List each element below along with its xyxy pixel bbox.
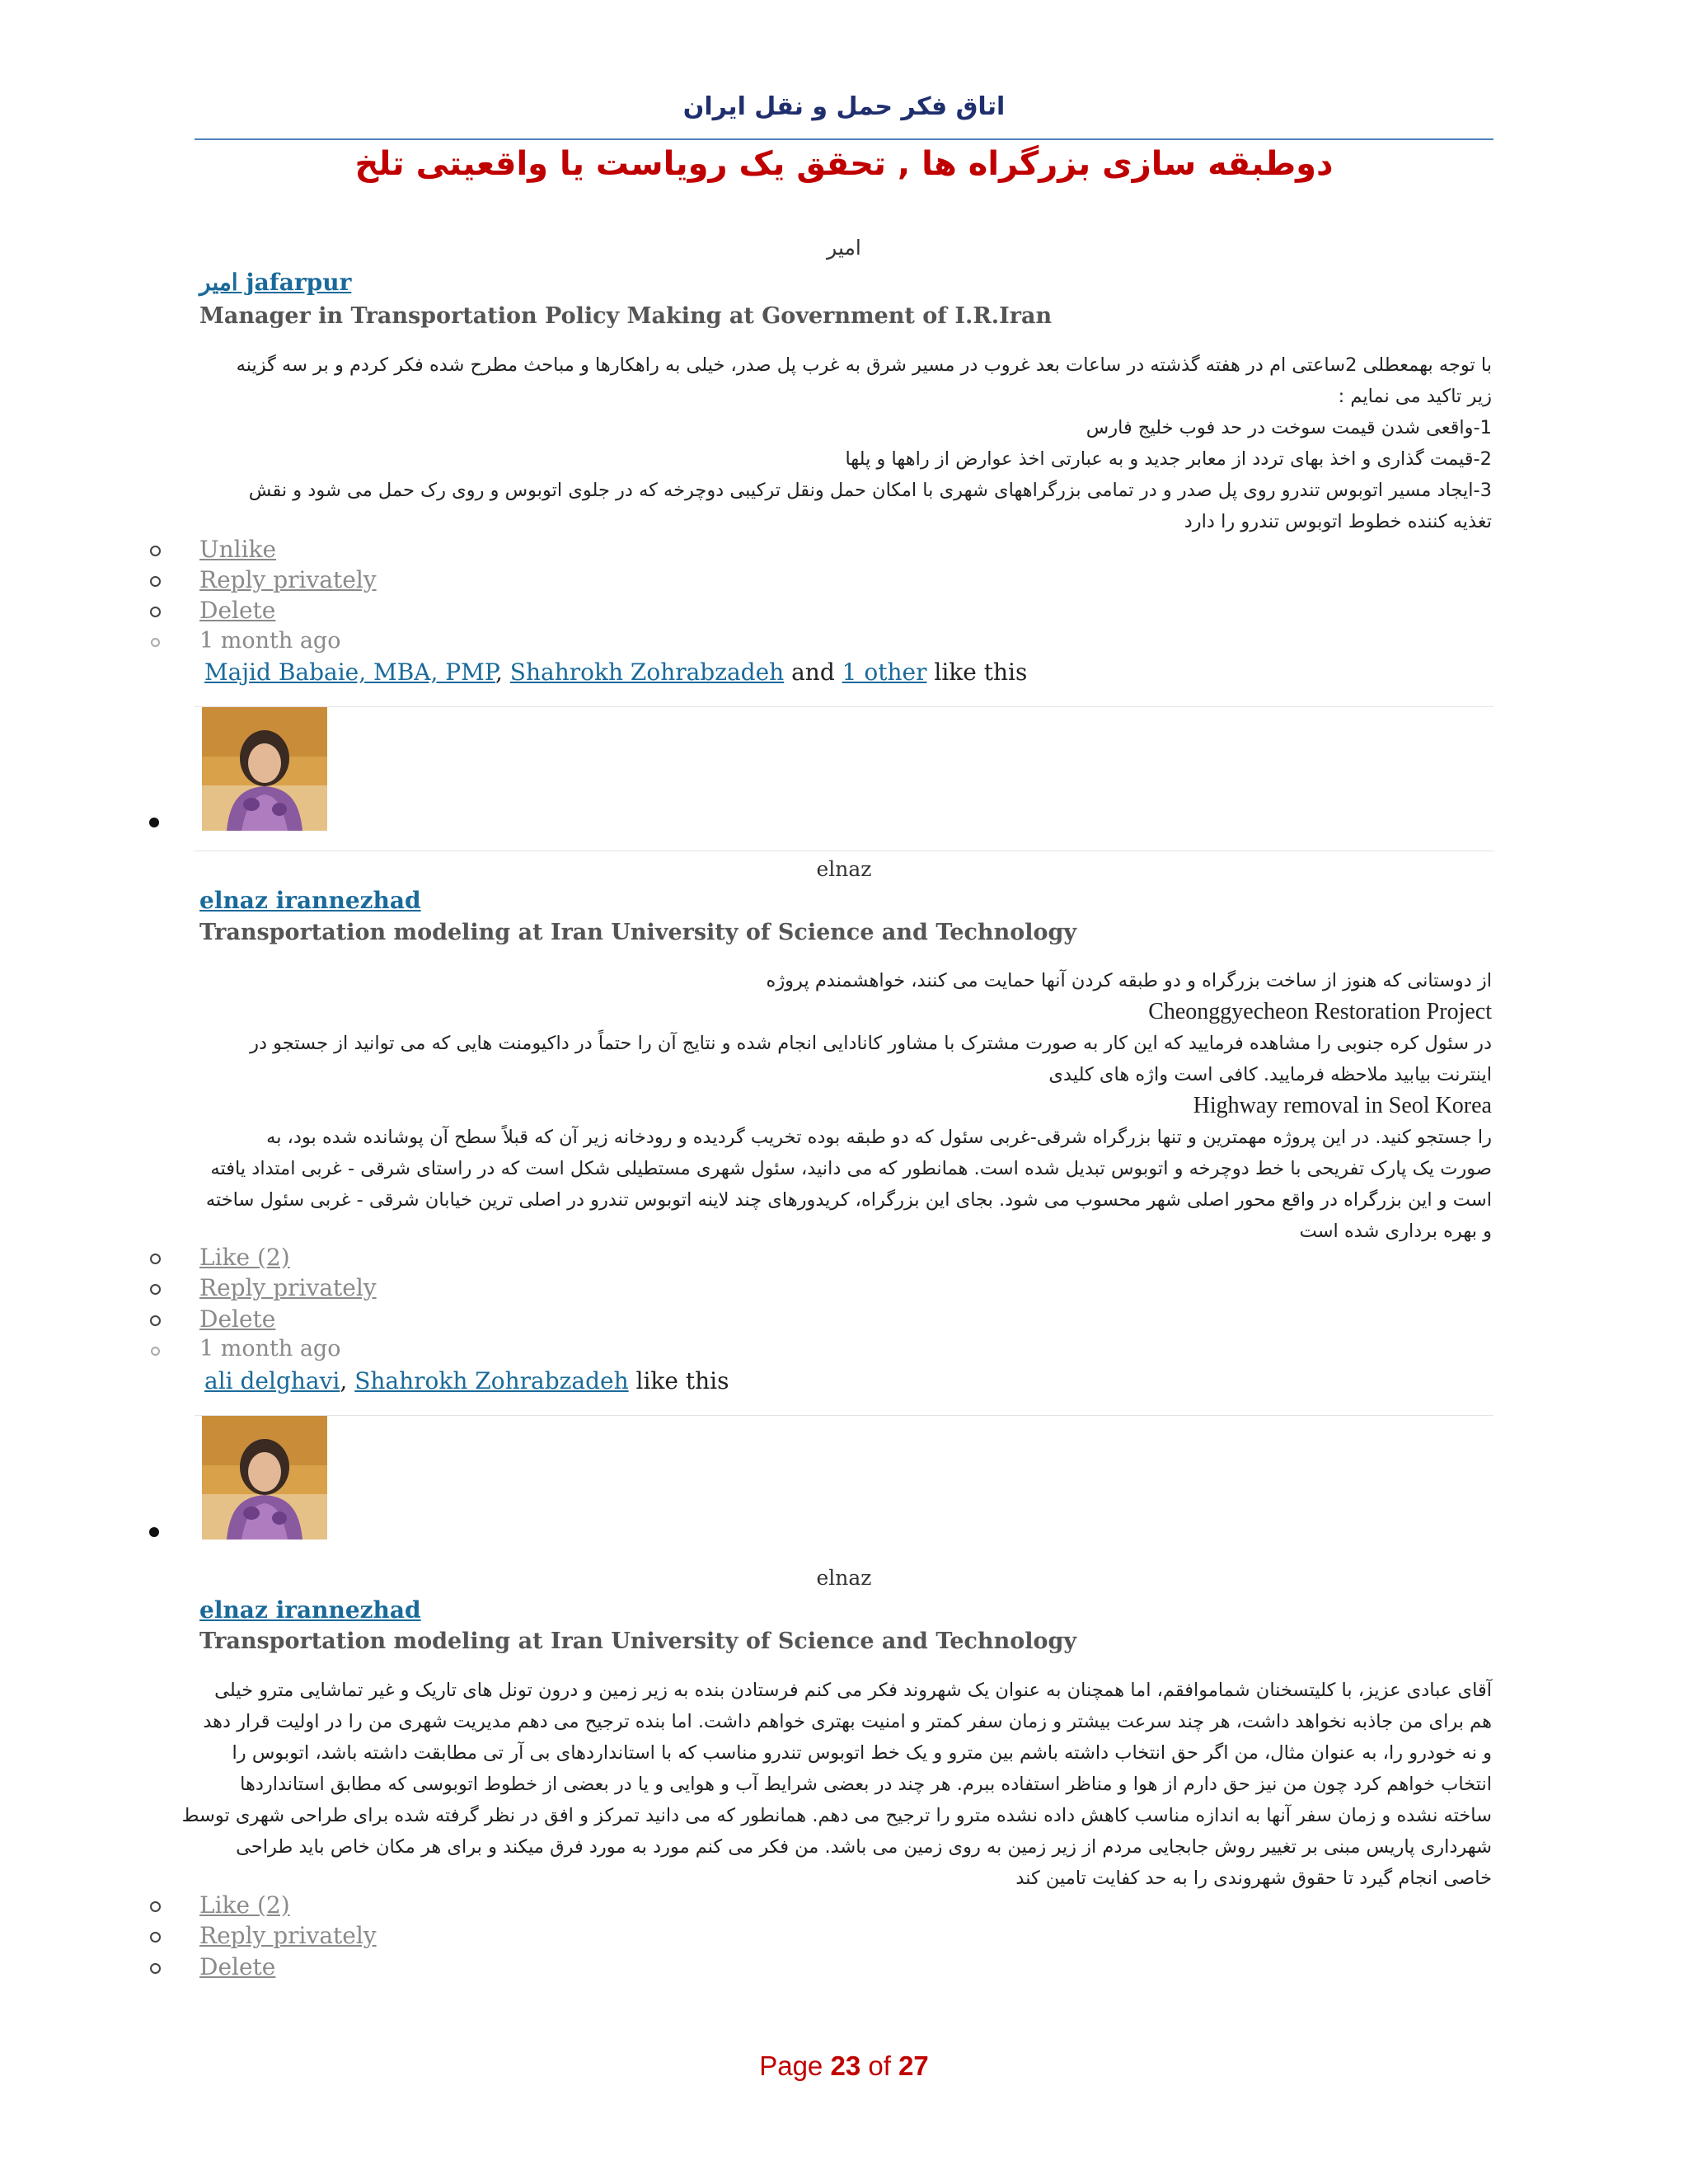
avatar[interactable] [202, 1416, 327, 1540]
body-line: 2-قیمت گذاری و اخذ بهای تردد از معابر جدید و به عبارتی اخذ عوارض از راهها و پلها [845, 448, 1492, 470]
body-line: تغذیه کننده خطوط اتوبوس تندرو را دارد [1184, 511, 1492, 532]
body-line: 1-واقعی شدن قیمت سوخت در حد فوب خلیج فارس [1085, 417, 1492, 438]
page-current: 23 [830, 2050, 861, 2081]
comment-divider [195, 706, 1493, 707]
avatar[interactable] [202, 707, 327, 831]
liker-link[interactable]: Majid Babaie, MBA, PMP [204, 658, 495, 686]
author-role: Manager in Transportation Policy Making at Government of I.R.Iran [199, 303, 1053, 329]
list-bullet-icon [151, 1347, 160, 1356]
avatar-photo [202, 707, 327, 831]
author-role: Transportation modeling at Iran University of Science and Technology [199, 1629, 1077, 1654]
header-divider [195, 138, 1493, 140]
reply-privately-link[interactable]: Reply privately [199, 566, 377, 593]
like-link[interactable]: Like (2) [199, 1891, 290, 1919]
delete-link[interactable]: Delete [199, 1953, 276, 1980]
body-line: Highway removal in Seol Korea [1193, 1093, 1492, 1118]
page-total: 27 [898, 2050, 929, 2081]
body-line: در سئول کره جنوبی را مشاهده فرمایید که این کار به صورت مشترک با مشاور کانادایی انجام شده و نتایج آن را حتماً در داکیومنت هایی که می توانید از جستجو در [250, 1033, 1492, 1054]
avatar-caption: elnaz [816, 1566, 872, 1590]
list-bullet-icon [150, 1315, 161, 1326]
body-line: است و این بزرگراه در واقع محور اصلی شهر محسوب می شود. بجای این بزرگراه، کریدورهای چند لاینه اتوبوس تندرو در اصلی ترین خیابان شرقی - غربی سئول ساخته [205, 1189, 1492, 1211]
liker-link[interactable]: ali delghavi [204, 1367, 340, 1394]
body-line: خاصی انجام گیرد تا حقوق شهروندی را به حد کفایت تامین کند [1015, 1868, 1492, 1889]
body-line: و نه خودرو را، به عنوان مثال، من اگر حق انتخاب داشته باشم بین مترو و یک خط اتوبوس تندرو مناسب که با استانداردهای بی آر تی مطابقت داشته باشد، اتوبوس را [232, 1742, 1492, 1764]
list-bullet-icon [150, 576, 161, 587]
body-line: از دوستانی که هنوز از ساخت بزرگراه و دو طبقه کردن آنها حمایت می کنند، خواهشمندم پروژه [766, 970, 1492, 991]
comment-divider [195, 1415, 1493, 1416]
page-number [0, 2050, 1688, 2082]
list-bullet-icon [150, 546, 161, 556]
likes-summary: Majid Babaie, MBA, PMP, Shahrokh Zohrabzadeh and 1 other like this [204, 658, 1028, 686]
body-line: 3-ایجاد مسیر اتوبوس تندرو روی پل صدر و در تمامی بزرگراههای شهری با امکان حمل ونقل ترکیبی دوچرخه که در جلوی اتوبوس و روی رک حمل می شود و نقش [248, 480, 1492, 501]
article-title: دوطبقه سازی بزرگراه ها , تحقق یک رویاست یا واقعیتی تلخ [354, 145, 1334, 183]
comment-body [199, 965, 1492, 1247]
reply-privately-link[interactable]: Reply privately [199, 1922, 377, 1949]
author-role: Transportation modeling at Iran University of Science and Technology [199, 920, 1077, 945]
delete-link[interactable]: Delete [199, 1305, 276, 1333]
author-name-link[interactable]: امیر jafarpur [199, 269, 352, 296]
list-bullet-icon [150, 1901, 161, 1912]
comment-body [181, 1675, 1492, 1894]
avatar-caption: امیر [827, 236, 861, 260]
body-line: هم برای من جاذبه نخواهد داشت، هر چند سرعت بیشتر و زمان سفر کمتر و امنیت بهتری خواهم داشت. اما بنده ترجیح می دهم مدیریت شهری من را در اولیت قرار دهد [203, 1711, 1492, 1732]
likes-summary: ali delghavi, Shahrokh Zohrabzadeh like this [204, 1367, 729, 1394]
comment-body [199, 349, 1492, 537]
page-of-label: of [868, 2050, 891, 2081]
body-line: زیر تاکید می نمایم : [1338, 386, 1492, 407]
page-label: Page [759, 2050, 823, 2081]
likes-suffix: like this [934, 658, 1028, 686]
list-bullet-icon [150, 1284, 161, 1295]
body-line: را جستجو کنید. در این پروژه مهمترین و تنها بزرگراه شرقی-غربی سئول که دو طبقه بوده تخریب گردیده و رودخانه زیر آن که قبلاً سطح آن پوشانده شده بود، به [266, 1127, 1492, 1148]
likes-and: and [791, 658, 835, 686]
timestamp: 1 month ago [199, 1336, 341, 1361]
delete-link[interactable]: Delete [199, 597, 276, 624]
avatar-photo [202, 1416, 327, 1540]
body-line: صورت یک پارک تفریحی با خط دوچرخه و اتوبوس تبدیل شده است. همانطور که می دانید، سئول شهری مستطیلی شکل است که در راستای شرقی - غربی امتداد یافته [210, 1158, 1492, 1179]
body-line: اینترنت بیابید ملاحظه فرمایید. کافی است واژه های کلیدی [1048, 1064, 1492, 1085]
like-link[interactable]: Like (2) [199, 1244, 290, 1271]
body-line: با توجه بهمعطلی 2ساعتی ام در هفته گذشته در ساعات بعد غروب در مسیر شرق به غرب پل صدر، خیلی به راهکارها و مباحث مطرح شده فکر کردم و بر سه گزینه [236, 354, 1492, 376]
list-bullet-icon [151, 638, 160, 647]
author-name-link[interactable]: elnaz irannezhad [199, 887, 421, 914]
reply-privately-link[interactable]: Reply privately [199, 1274, 377, 1301]
likes-other-link[interactable]: 1 other [842, 658, 927, 686]
body-line: ساخته نشده و زمان سفر آنها به اندازه مناسب کاهش داده نشده مترو را ترجیح می دهم. همانطور که می دانید تمرکز و افق در نظر گرفته شده برای طراحی شهری توسط [181, 1805, 1492, 1826]
body-line: شهرداری پاریس مبنی بر تغییر روش جابجایی مردم از زیر زمین به روی زمین می باشد. من فکر می کنم مورد به مورد فرق میکند و برای هر مکان خاص باید طراحی [236, 1836, 1492, 1858]
liker-link[interactable]: Shahrokh Zohrabzadeh [509, 658, 785, 686]
body-line: و بهره برداری شده است [1299, 1221, 1492, 1242]
list-bullet-icon [149, 818, 159, 827]
list-bullet-icon [150, 607, 161, 617]
body-line: انتخاب خواهم کرد چون من نیز حق دارم از هوا و مناظر استفاده ببرم. هر چند در بعضی شرایط آب و هوایی و یا در بعضی از خطوط اتوبوسی که مطابق استانداردها [240, 1774, 1492, 1795]
document-header-title: اتاق فکر حمل و نقل ایران [682, 92, 1006, 121]
liker-link[interactable]: Shahrokh Zohrabzadeh [354, 1367, 629, 1394]
timestamp: 1 month ago [199, 628, 341, 654]
author-name-link[interactable]: elnaz irannezhad [199, 1596, 421, 1624]
unlike-link[interactable]: Unlike [199, 536, 277, 563]
body-line: Cheonggyecheon Restoration Project [1148, 999, 1492, 1024]
avatar-caption: elnaz [816, 857, 872, 881]
likes-suffix: like this [635, 1367, 729, 1394]
list-bullet-icon [149, 1527, 159, 1537]
list-bullet-icon [150, 1254, 161, 1264]
list-bullet-icon [150, 1932, 161, 1943]
body-line: آقای عبادی عزیز، با کلیتسخنان شماموافقم، اما همچنان به عنوان یک شهروند فکر می کنم فرستادن بنده به زیر زمین و درون تونل های تاریک و غیر تماشایی مترو خیلی [214, 1680, 1492, 1701]
list-bullet-icon [150, 1963, 161, 1974]
